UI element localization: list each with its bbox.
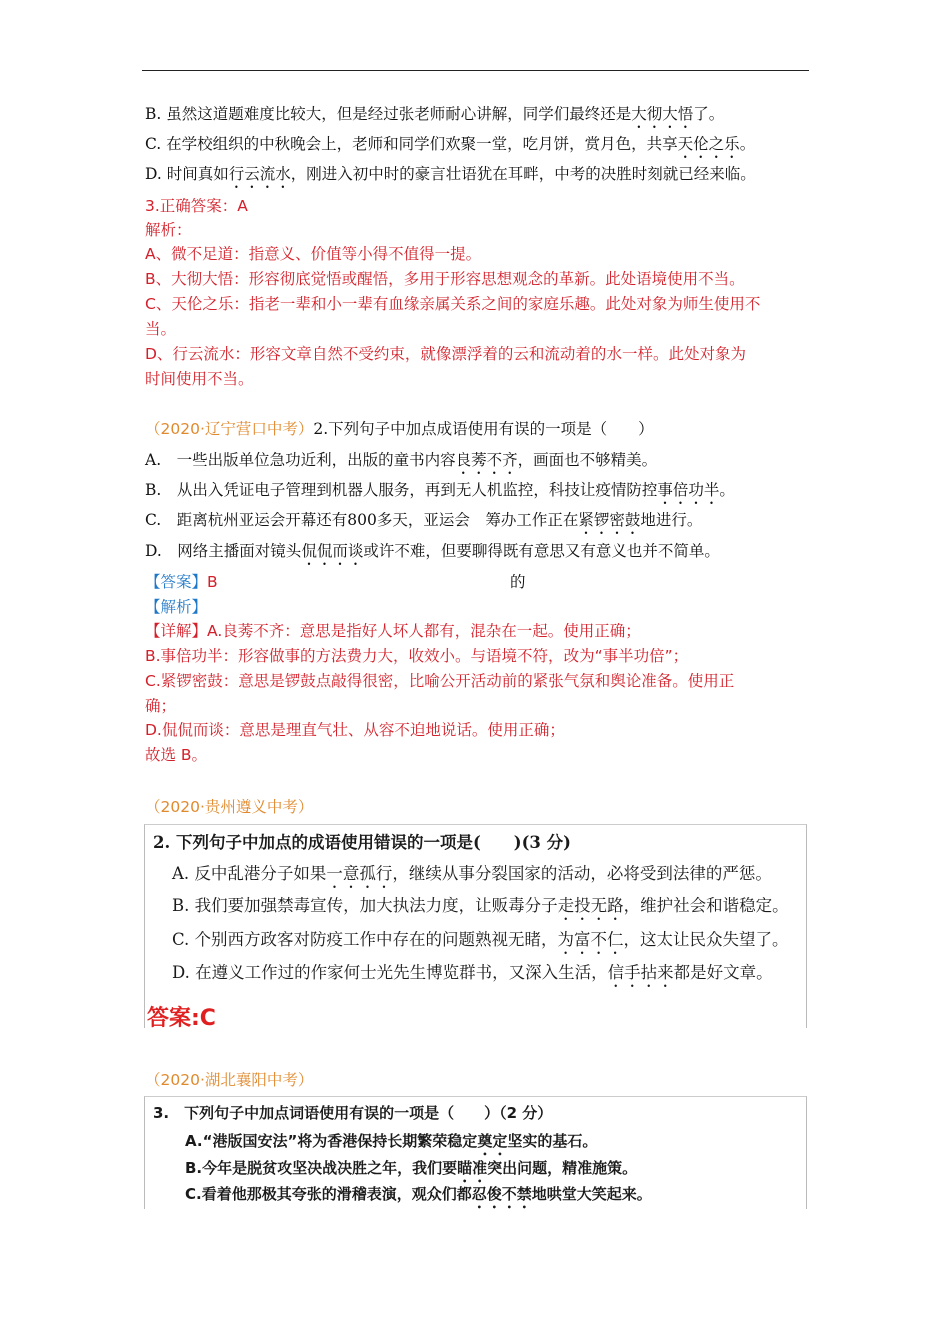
detail-c-cont: 确； [145,697,177,715]
option-text: B.今年是脱贫攻坚决战决胜之年，我们要 [185,1159,458,1177]
header-rule [142,70,809,71]
option-d-line [145,540,720,569]
dotted-idiom: 一意孤行 [326,864,393,883]
option-text: D. 网络主播面对镜头 [145,542,302,560]
option-text: B. 从出入凭证电子管理到机器人服务，再到无人机监控，科技让疫情防控 [145,481,658,499]
dotted-idiom: 紧锣密鼓 [578,511,641,529]
option-text: A. 反中乱港分子如果 [172,864,327,883]
dotted-idiom: 侃侃而谈 [301,542,364,560]
scan-option-d [172,959,773,991]
dotted-idiom: 大彻大悟 [631,105,694,123]
source-tag: （2020·贵州遵义中考） [145,798,314,816]
scan-option-c [185,1183,652,1212]
option-text: 突出问题，精准施策。 [487,1159,638,1177]
analysis-b: B、大彻大悟：形容彻底觉悟或醒悟，多用于形容思想观念的革新。此处语境使用不当。 [145,270,745,288]
dotted-idiom: 事倍功半 [657,481,720,499]
analysis-d: D、行云流水：形容文章自然不受约束，就像漂浮着的云和流动着的水一样。此处对象为 [145,345,746,363]
question-text: 2.下列句子中加点成语使用有误的一项是（ ） [313,420,654,438]
scan-option-a [185,1130,597,1159]
detail-c: C.紧锣密鼓：意思是锣鼓点敲得很密，比喻公开活动前的紧张气氛和舆论准备。使用正 [145,672,735,690]
answer-value: B [207,573,218,591]
option-d-line [145,163,756,192]
scan-question: 2. 下列句子中加点的成语使用错误的一项是( )(3 分) [153,833,571,852]
option-text: 。 [739,135,756,153]
analysis-d-cont: 时间使用不当。 [145,370,254,388]
option-text: D. 时间真如 [145,165,229,183]
conclusion: 故选 B。 [145,746,208,764]
option-text: 了。 [693,105,725,123]
scan-option-b [185,1157,637,1186]
option-text: ，画面也不够精美。 [517,451,658,469]
analysis-tag: 【解析】 [145,598,208,616]
option-text: C.看着他那极其夸张的滑稽表演，观众们都 [185,1185,472,1203]
detail-text: A.良莠不齐：意思是指好人坏人都有，混杂在一起。使用正确； [207,622,641,640]
option-text: A.“港版国安法”将为香港保持长期繁荣稳定 [185,1132,478,1150]
option-text: 或许不难，但要聊得既有意思又有意义也并不简单。 [363,542,720,560]
scan-question: 3. 下列句子中加点词语使用有误的一项是（ ）（2 分） [153,1104,553,1122]
analysis-a: A、微不足道：指意义、价值等小得不值得一提。 [145,245,482,263]
option-text: 地哄堂大笑起来。 [531,1185,652,1203]
scan-option-b [172,892,789,924]
option-text: 坚实的基石。 [507,1132,598,1150]
detail-tag: 【详解】 [145,622,208,640]
option-c-line [145,509,702,538]
analysis-c: C、天伦之乐：指老一辈和小一辈有血缘亲属关系之间的家庭乐趣。此处对象为师生使用不 [145,295,761,313]
scan-option-c [172,926,789,958]
scanned-question-image [144,824,807,1031]
dotted-idiom: 为富不仁 [557,930,624,949]
analysis-label: 解析： [145,221,192,239]
option-text: C. 在学校组织的中秋晚会上，老师和同学们欢聚一堂，吃月饼，赏月色，共享 [145,135,678,153]
detail-b: B.事倍功半：形容做事的方法费力大，收效小。与语境不符，改为“事半功倍”； [145,647,689,665]
option-text: 都是好文章。 [673,963,773,982]
option-b-line [145,479,735,508]
dotted-idiom: 行云流水 [228,165,291,183]
answer-line: 3.正确答案：A [145,197,248,215]
option-text: ，继续从事分裂国家的活动，必将受到法律的严惩。 [392,864,772,883]
option-text: 地进行。 [640,511,703,529]
option-b-line [145,103,724,132]
dotted-idiom: 天伦之乐 [677,135,740,153]
detail-d: D.侃侃而谈：意思是理直气壮、从容不迫地说话。使用正确； [145,721,565,739]
analysis-c-cont: 当。 [145,320,177,338]
dotted-idiom: 信手拈来 [607,963,674,982]
option-text: 。 [719,481,735,499]
dotted-idiom: 走投无路 [557,896,624,915]
option-text: ，维护社会和谐稳定。 [623,896,789,915]
answer-line [145,571,218,593]
option-text: C. 个别西方政客对防疫工作中存在的问题熟视无睹， [172,930,558,949]
scan-answer: 答案:C [147,1006,216,1031]
option-text: B. 虽然这道题难度比较大，但是经过张老师耐心讲解，同学们最终还是 [145,105,632,123]
dotted-idiom: 良莠不齐 [455,451,518,469]
stray-char: 的 [510,573,526,591]
option-text: A. 一些出版单位急功近利，出版的童书内容 [145,451,456,469]
option-text: D. 在遵义工作过的作家何士光先生博览群书，又深入生活， [172,963,608,982]
option-a-line [145,449,657,478]
source-tag: （2020·辽宁营口中考） [145,420,314,438]
source-tag: （2020·湖北襄阳中考） [145,1071,314,1089]
scanned-question-image [144,1096,807,1209]
dotted-idiom: 瞄准 [457,1159,488,1177]
question-header [145,418,654,440]
option-text: B. 我们要加强禁毒宣传，加大执法力度，让贩毒分子 [172,896,558,915]
option-text: ，刚进入初中时的豪言壮语犹在耳畔，中考的决胜时刻就已经来临。 [290,165,756,183]
option-text: C. 距离杭州亚运会开幕还有800多天，亚运会 筹办工作正在 [145,511,579,529]
dotted-idiom: 忍俊不禁 [471,1185,532,1203]
dotted-idiom: 奠定 [477,1132,508,1150]
answer-tag: 【答案】 [145,573,208,591]
option-c-line [145,133,755,162]
scan-option-a [172,860,772,892]
detail-a [145,620,641,642]
option-text: ，这太让民众失望了。 [623,930,789,949]
